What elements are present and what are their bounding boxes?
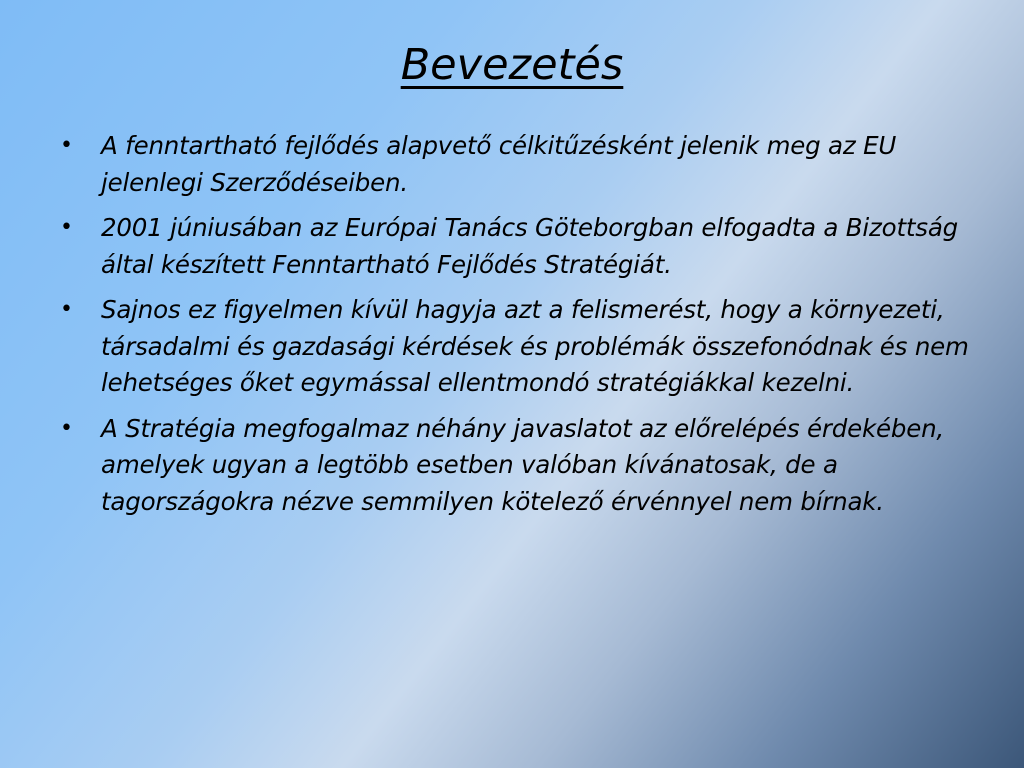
bullet-dot-icon: • bbox=[60, 415, 73, 441]
bullet-dot-icon: • bbox=[60, 297, 73, 322]
bullet-list bbox=[58, 128, 970, 529]
bullet-dot-icon: • bbox=[60, 133, 73, 158]
slide-title bbox=[0, 34, 1024, 96]
bullet-text: A fenntartható fejlődés alapvető célkitűzésként jelenik meg az EU jelenlegi Szerződéseiben. bbox=[101, 131, 897, 197]
bullet-item bbox=[58, 128, 970, 201]
bullet-item bbox=[58, 292, 970, 402]
bullet-text: A Stratégia megfogalmaz néhány javaslatot az előrelépés érdekében, amelyek ugyan a legtöbb esetben valóban kívánatosak, de a tagországokra nézve semmilyen kötelező érvénnyel nem bírnak. bbox=[101, 413, 945, 516]
bullet-dot-icon: • bbox=[60, 215, 73, 240]
slide-title-text: Bevezetés bbox=[400, 40, 624, 90]
bullet-item bbox=[58, 210, 970, 283]
bullet-text: Sajnos ez figyelmen kívül hagyja azt a felismerést, hogy a környezeti, társadalmi és gazdasági kérdések és problémák összefonódnak és nem lehetséges őket egymással ellentmondó stratégiákkal kezelni. bbox=[101, 295, 969, 397]
bullet-item bbox=[58, 411, 970, 521]
bullet-text: 2001 júniusában az Európai Tanács Göteborgban elfogadta a Bizottság által készített Fenntartható Fejlődés Stratégiát. bbox=[101, 213, 958, 279]
